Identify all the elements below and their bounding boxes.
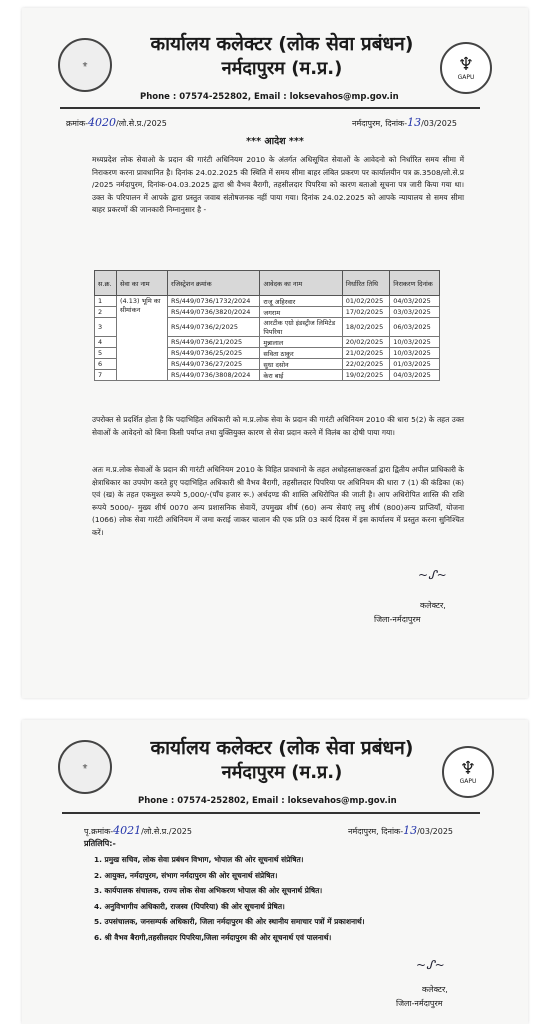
mp-govt-seal-icon: ⚜ xyxy=(58,38,112,92)
table-cell: सुधा दसोन xyxy=(260,359,342,370)
table-cell: 03/03/2025 xyxy=(390,307,440,318)
office-contact: Phone : 07574-252802, Email : loksevahos@mp.gov.in xyxy=(138,796,397,806)
copy-recipients-list xyxy=(84,852,494,945)
office-title: कार्यालय कलेक्टर (लोक सेवा प्रबंधन) xyxy=(150,33,414,55)
col-resolved-date: निराकरण दिनांक xyxy=(390,271,440,296)
order-reference: क्रमांक-4020/लो.से.प्र./2025 xyxy=(66,116,167,129)
signature-mark-icon: ~ᔑ~ xyxy=(418,568,447,582)
header-rule xyxy=(62,812,480,814)
table-cell: RS/449/0736/3808/2024 xyxy=(167,370,259,381)
order-heading: *** आदेश *** xyxy=(246,136,304,147)
list-item: 5. उपसंचालक, जनसम्पर्क अधिकारी, जिला नर्मदापुरम की ओर स्थानीय समाचार पत्रों में प्रकाशनार्थ। xyxy=(94,917,365,926)
table-cell: राजू अहिरवार xyxy=(260,296,342,307)
table-cell: RS/449/0736/2/2025 xyxy=(167,318,259,337)
col-due-date: निर्धारित तिथि xyxy=(342,271,390,296)
order-page xyxy=(22,8,528,698)
table-cell: RS/449/0736/1732/2024 xyxy=(167,296,259,307)
order-paragraph-2: उपरोक्त से प्रदर्शित होता है कि पदाभिहित अधिकारी को म.प्र.लोक सेवा के प्रदान की गारंटी अधिनियम 2010 की धारा 5(2) के तहत उक्त सेवाओं के आवेदनो को बिना किसी पर्याप्त तथा युक्तियुक्त कारण से सेवा प्रदान करने में विलंब का दोषी पाया गया। xyxy=(92,415,464,437)
signatory-place: जिला-नर्मदापुरम xyxy=(396,999,443,1008)
table-cell: RS/449/0736/25/2025 xyxy=(167,348,259,359)
table-cell: आरटीक एग्रो इंडस्ट्रीज लिमिटेड पिपरिया xyxy=(260,318,342,337)
order-paragraph-3: अतः म.प्र.लोक सेवाओं के प्रदान की गारंटी अधिनियम 2010 के विहित प्रावधानो के तहत अधोहस्ताक्षरकर्ता द्वारा द्वितीय अपील प्राधिकारी के क्षेत्राधिकार का उपयोग करते हुए पदाभिहित अधिकारी श्री वैभव बैरागी, तहसीलदार पिपरिया पर अधिनियम की धारा 7 (1) की कंडिका (क) एवं (ख) के तहत एकमुश्त रूपये 5,000/-(पाँच हजार रू.) अर्थदण्ड की शास्ति अधिरोपित की जाती है। आप अधिरोपित शास्ति की राशि रूपये 5000/- मुख्य शीर्ष 0070 अन्य प्रशासनिक सेवायें, उपमुख्य शीर्ष (60) अन्य सेवाएं लघु शीर्ष (800)अन्य प्राप्तियाँ, योजना (1066) लोक सेवा गारंटी अधिनियम में जमा कराई जाकर चालान की एक प्रति 03 कार्य दिवस में इस कार्यालय में प्रस्तुत करना सुनिश्चित करें। xyxy=(92,465,464,537)
copy-label: प्रतिलिपि:- xyxy=(84,839,116,848)
table-cell: 04/03/2025 xyxy=(390,370,440,381)
table-cell: 10/03/2025 xyxy=(390,348,440,359)
table-cell: 17/02/2025 xyxy=(342,307,390,318)
list-item: 2. आयुक्त, नर्मदापुरम, संभाग नर्मदापुरम की ओर सूचनार्थ संप्रेषित। xyxy=(94,870,278,880)
table-cell: 10/03/2025 xyxy=(390,337,440,348)
signatory-title: कलेक्टर, xyxy=(422,985,448,994)
office-location: नर्मदापुरम (म.प्र.) xyxy=(221,58,343,79)
overdue-cases-table xyxy=(94,270,440,381)
col-registration: रजिस्ट्रेशन क्रमांक xyxy=(167,271,259,296)
table-cell: 19/02/2025 xyxy=(342,370,390,381)
list-item: 6. श्री वैभव बैरागी,तहसीलदार पिपरिया,जिला नर्मदापुरम की ओर सूचनार्थ एवं पालनार्थ। xyxy=(94,932,332,942)
list-item: 4. अनुविभागीय अधिकारी, राजस्व (पिपरिया) की ओर सूचनार्थ प्रेषित। xyxy=(94,901,285,911)
copy-page xyxy=(22,720,528,1024)
table-cell: 6 xyxy=(95,359,117,370)
col-service: सेवा का नाम xyxy=(116,271,167,296)
table-cell: मुन्नालाल xyxy=(260,337,342,348)
gapu-logo-icon: ♆ GAPU xyxy=(440,42,492,94)
signature-mark-icon: ~ᔑ~ xyxy=(416,958,445,972)
table-cell: 18/02/2025 xyxy=(342,318,390,337)
list-item: 3. कार्यपालक संचालक, राज्य लोक सेवा अभिकरण भोपाल की ओर सूचनार्थ प्रेषित। xyxy=(94,886,323,895)
col-serial: स.क्र. xyxy=(95,271,117,296)
mp-govt-seal-icon: ⚜ xyxy=(58,740,112,794)
table-row xyxy=(95,296,440,307)
order-paragraph-1: मध्यप्रदेश लोक सेवाओ के प्रदान की गारंटी अधिनियम 2010 के अंतर्गत अधिसूचित सेवाओं के आवेदनो को निर्धारित समय सीमा में निराकरण करना प्रावधानित है। दिनांक 24.02.2025 की स्थिति में समय सीमा बाहर लंबित प्रकरण पर कार्यालयीन पत्र क्र.3508/लो.से.प्र /2025 नर्मदापुरम, दिनांक-04.03.2025 द्वारा श्री वैभव बैरागी, तहसीलदार पिपरिया को कारण बताओ सूचना पत्र जारी किया गया था। उक्त के परिपालन में आपके द्वारा प्रस्तुत जवाब संतोषजनक नहीं पाया गया। दिनांक 24.02.2025 को आपके न्यायालय से समय सीमा बाहर प्रकरणों की जानकारी निम्नानुसार है - xyxy=(92,155,464,214)
table-cell: RS/449/0736/21/2025 xyxy=(167,337,259,348)
order-date: नर्मदापुरम, दिनांक-13/03/2025 xyxy=(352,116,458,129)
service-name-cell: (4.13) भूमि का सीमांकन xyxy=(116,296,167,381)
table-cell: 01/02/2025 xyxy=(342,296,390,307)
header-rule xyxy=(60,107,480,109)
table-cell: RS/449/0736/3820/2024 xyxy=(167,307,259,318)
table-cell: 01/03/2025 xyxy=(390,359,440,370)
table-cell: 20/02/2025 xyxy=(342,337,390,348)
table-cell: 22/02/2025 xyxy=(342,359,390,370)
copy-reference: पृ.क्रमांक-4021/लो.से.प्र./2025 xyxy=(84,824,192,837)
table-cell: जगराम xyxy=(260,307,342,318)
table-cell: RS/449/0736/27/2025 xyxy=(167,359,259,370)
table-cell: 21/02/2025 xyxy=(342,348,390,359)
table-cell: 1 xyxy=(95,296,117,307)
office-contact: Phone : 07574-252802, Email : loksevahos@mp.gov.in xyxy=(140,92,399,102)
table-cell: 5 xyxy=(95,348,117,359)
table-cell: 2 xyxy=(95,307,117,318)
col-applicant: आवेदक का नाम xyxy=(260,271,342,296)
table-header-row xyxy=(95,271,440,296)
table-cell: केरा बाई xyxy=(260,370,342,381)
table-cell: 06/03/2025 xyxy=(390,318,440,337)
office-title: कार्यालय कलेक्टर (लोक सेवा प्रबंधन) xyxy=(150,737,414,759)
copy-date: नर्मदापुरम, दिनांक-13/03/2025 xyxy=(348,824,454,837)
table-cell: 4 xyxy=(95,337,117,348)
gapu-logo-icon: ♆ GAPU xyxy=(442,746,494,798)
signatory-place: जिला-नर्मदापुरम xyxy=(374,615,421,624)
list-item: 1. प्रमुख सचिव, लोक सेवा प्रबंधन विभाग, भोपाल की ओर सूचनार्थ संप्रेषित। xyxy=(94,855,304,864)
table-cell: 04/03/2025 xyxy=(390,296,440,307)
table-cell: 3 xyxy=(95,318,117,337)
table-cell: सविता ठाकुर xyxy=(260,348,342,359)
office-location: नर्मदापुरम (म.प्र.) xyxy=(221,762,343,783)
table-cell: 7 xyxy=(95,370,117,381)
signatory-title: कलेक्टर, xyxy=(420,601,446,610)
